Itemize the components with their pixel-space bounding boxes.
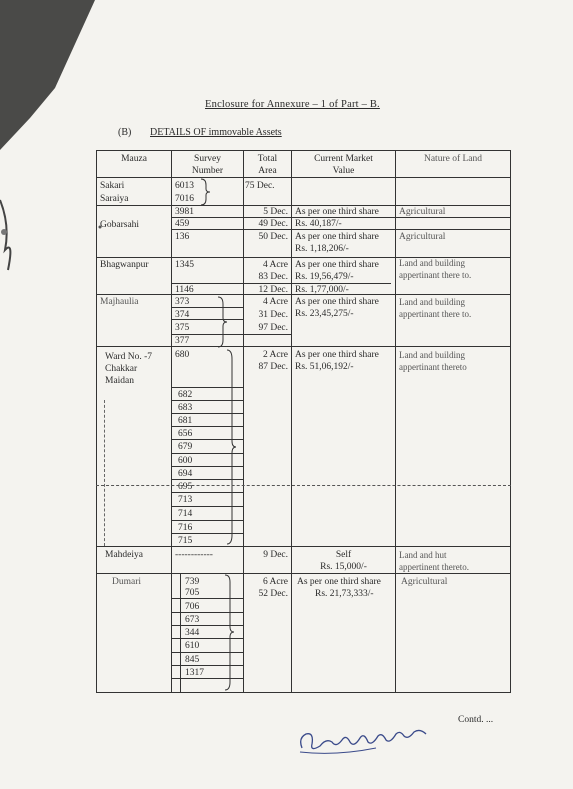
value-text: Rs. 15,000/-	[320, 562, 367, 572]
brace-mark	[200, 178, 212, 206]
survey-number: 681	[178, 416, 193, 426]
value-text: As per one third share	[295, 232, 379, 242]
survey-number: 705	[185, 588, 200, 598]
section-label: (B)	[118, 127, 132, 138]
value-text: Rs. 21,73,333/-	[315, 589, 374, 599]
survey-number: 679	[178, 442, 193, 452]
area-value: 52 Dec.	[258, 589, 288, 599]
survey-number: 459	[175, 219, 190, 229]
survey-number: 136	[175, 232, 190, 242]
mauza-gobarsahi: Gobarsahi	[100, 220, 140, 230]
mauza-mahdeiya: Mahdeiya	[105, 550, 143, 560]
nature-text: Land and building	[399, 297, 465, 307]
mauza-ward-line3: Maidan	[105, 376, 135, 386]
survey-number: 377	[175, 336, 190, 346]
header-value-line1: Current Market	[314, 154, 373, 164]
area-value: 12 Dec.	[258, 285, 288, 295]
survey-number: 1345	[175, 260, 194, 270]
survey-number: 1146	[175, 285, 194, 295]
value-text: As per one third share	[295, 350, 379, 360]
value-text: As per one third share	[295, 297, 379, 307]
survey-number: 739	[185, 577, 200, 587]
survey-number: 375	[175, 323, 190, 333]
signature	[296, 720, 436, 760]
mauza-majhaulia: Majhaulia	[100, 297, 139, 307]
area-sakari: 75 Dec.	[245, 181, 275, 191]
nature-text: appertinant thereto	[399, 362, 467, 372]
section-title: DETAILS OF immovable Assets	[150, 127, 282, 138]
header-survey-line1: Survey	[194, 154, 221, 164]
fold-line	[96, 485, 511, 486]
survey-number: 714	[178, 509, 193, 519]
nature-text: Agricultural	[399, 232, 446, 242]
value-text: Rs. 1,18,206/-	[295, 244, 349, 254]
mauza-ward-line2: Chakkar	[105, 364, 138, 374]
survey-number: 715	[178, 536, 193, 546]
punch-hole	[1, 229, 7, 235]
value-text: Rs. 19,56,479/-	[295, 272, 354, 282]
enclosure-heading: Enclosure for Annexure – 1 of Part – B.	[205, 99, 380, 110]
survey-number: 344	[185, 628, 200, 638]
nature-text: Land and building	[399, 350, 465, 360]
survey-number: 713	[178, 495, 193, 505]
area-value: 4 Acre	[262, 260, 288, 270]
survey-number: 1317	[185, 668, 204, 678]
survey-number: 680	[175, 350, 190, 360]
survey-number: 706	[185, 602, 200, 612]
survey-number: 673	[185, 615, 200, 625]
nature-text: appertinant there to.	[399, 309, 472, 319]
survey-number: 373	[175, 297, 190, 307]
area-value: 50 Dec.	[258, 232, 288, 242]
nature-text: Agricultural	[399, 207, 446, 217]
nature-text: Land and hut	[399, 550, 447, 560]
survey-number: 6013	[175, 181, 194, 191]
area-value: 49 Dec.	[258, 219, 288, 229]
value-text: Rs. 40,187/-	[295, 219, 342, 229]
header-survey-line2: Number	[191, 166, 224, 176]
area-value: 6 Acre	[262, 577, 288, 587]
area-value: 2 Acre	[262, 350, 288, 360]
value-text: As per one third share	[295, 260, 379, 270]
area-value: 9 Dec.	[263, 550, 288, 560]
survey-number: 694	[178, 469, 193, 479]
survey-number: 683	[178, 403, 193, 413]
value-text: As per one third share	[295, 207, 379, 217]
continued-note: Contd. ...	[458, 715, 494, 725]
nature-text: appertinant there to.	[399, 270, 472, 280]
survey-number: 845	[185, 655, 200, 665]
mauza-ward-line1: Ward No. -7	[105, 352, 152, 362]
brace-mark	[226, 349, 238, 545]
mauza-dumari: Dumari	[112, 577, 142, 587]
area-value: 4 Acre	[262, 297, 288, 307]
survey-number: 695	[178, 482, 193, 492]
survey-number: 374	[175, 310, 190, 320]
value-text: Rs. 51,06,192/-	[295, 362, 354, 372]
header-mauza: Mauza	[121, 154, 147, 164]
area-value: 83 Dec.	[258, 272, 288, 282]
survey-number: ------------	[175, 550, 213, 560]
survey-number: 656	[178, 429, 193, 439]
area-value: 87 Dec.	[258, 362, 288, 372]
survey-number: 3981	[175, 207, 194, 217]
value-text: As per one third share	[297, 577, 381, 587]
value-text: Self	[335, 550, 352, 560]
value-text: Rs. 1,77,000/-	[295, 285, 349, 295]
nature-text: Land and building	[399, 258, 465, 268]
survey-number: 682	[178, 390, 193, 400]
mauza-sakari-line2: Saraiya	[100, 194, 129, 204]
header-nature: Nature of Land	[423, 154, 483, 164]
area-value: 97 Dec.	[258, 323, 288, 333]
value-text: Rs. 23,45,275/-	[295, 309, 354, 319]
nature-text: Agricultural	[401, 577, 448, 587]
survey-number: 610	[185, 641, 200, 651]
area-value: 5 Dec.	[263, 207, 288, 217]
nature-text: appertinent thereto.	[399, 562, 469, 572]
header-area-line1: Total	[257, 154, 278, 164]
header-value-line2: Value	[332, 166, 355, 176]
mauza-bhagwanpur: Bhagwanpur	[100, 260, 149, 270]
survey-number: 600	[178, 456, 193, 466]
mauza-sakari-line1: Sakari	[100, 181, 125, 191]
survey-number: 7016	[175, 194, 194, 204]
brace-mark	[224, 574, 236, 692]
header-area-line2: Area	[258, 166, 277, 176]
area-value: 31 Dec.	[258, 310, 288, 320]
survey-number: 716	[178, 523, 193, 533]
staple-mark	[0, 200, 10, 270]
brace-mark	[217, 296, 229, 348]
